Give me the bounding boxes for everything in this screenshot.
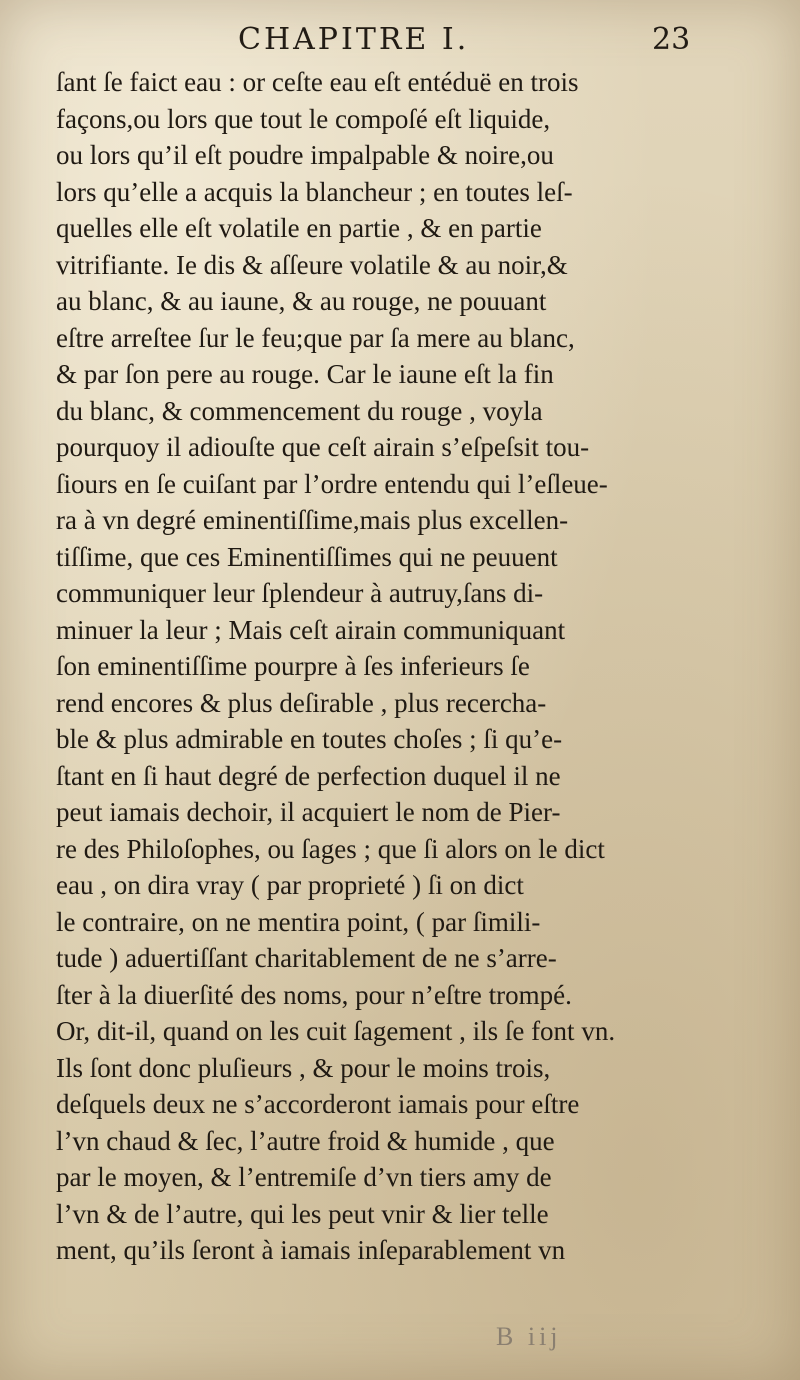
text-line: ment, qu’ils ſeront à iamais inſeparablement vn: [56, 1235, 566, 1265]
text-line: Ils ſont donc pluſieurs , & pour le moins trois,: [56, 1052, 551, 1083]
text-line: pourquoy il adiouſte que ceſt airain s’eſpeſsit tou-: [56, 432, 590, 462]
page-number: 23: [652, 22, 691, 57]
text-line: eau , on dira vray ( par proprieté ) ſi on dict: [56, 870, 524, 900]
text-line: lors qu’elle a acquis la blancheur ; en toutes leſ-: [56, 176, 573, 207]
text-line: re des Philoſophes, ou ſages ; que ſi alors on le dict: [56, 833, 605, 864]
text-line: deſquels deux ne s’accorderont iamais pour eſtre: [56, 1089, 580, 1119]
text-line: quelles elle eſt volatile en partie , & en partie: [56, 213, 542, 243]
text-line: Or, dit-il, quand on les cuit ſagement , ils ſe font vn.: [56, 1016, 616, 1046]
text-line: eſtre arreſtee ſur le feu;que par ſa mere au blanc,: [56, 322, 575, 353]
text-line: minuer la leur ; Mais ceſt airain communiquant: [56, 614, 566, 645]
text-line: peut iamais dechoir, il acquiert le nom de Pier-: [56, 797, 561, 827]
text-line: façons,ou lors que tout le compoſé eſt liquide,: [56, 103, 551, 134]
body-text: [56, 64, 706, 1269]
text-line: rend encores & plus deſirable , plus recercha-: [56, 687, 547, 718]
text-line: ſter à la diuerſité des noms, pour n’eſtre trompé.: [56, 979, 572, 1010]
page-footer: [0, 1322, 800, 1362]
text-line: & par ſon pere au rouge. Car le iaune eſt la fin: [56, 359, 554, 389]
chapter-title: CHAPITRE I.: [238, 22, 470, 57]
text-line: ſon eminentiſſime pourpre à ſes inferieurs ſe: [56, 651, 530, 681]
text-line: ou lors qu’il eſt poudre impalpable & noire,ou: [56, 140, 554, 170]
text-line: ſtant en ſi haut degré de perfection duquel il ne: [56, 760, 561, 791]
text-line: par le moyen, & l’entremiſe d’vn tiers amy de: [56, 1162, 552, 1192]
text-line: au blanc, & au iaune, & au rouge, ne pouuant: [56, 286, 547, 316]
text-line: ſiours en ſe cuiſant par l’ordre entendu qui l’eſleue-: [56, 468, 608, 499]
signature-mark: B iij: [496, 1322, 562, 1351]
text-line: ſant ſe faict eau : or ceſte eau eſt entéduë en trois: [56, 67, 579, 97]
text-line: tiſſime, que ces Eminentiſſimes qui ne peuuent: [56, 541, 558, 572]
running-header: [0, 20, 800, 68]
text-line: vitrifiante. Ie dis & aſſeure volatile & au noir,&: [56, 249, 568, 280]
text-line: ra à vn degré eminentiſſime,mais plus excellen-: [56, 505, 569, 535]
text-line: communiquer leur ſplendeur à autruy,ſans di-: [56, 578, 544, 608]
text-line: le contraire, on ne mentira point, ( par ſimili-: [56, 906, 541, 937]
text-line: l’vn & de l’autre, qui les peut vnir & lier telle: [56, 1198, 549, 1229]
text-line: du blanc, & commencement du rouge , voyla: [56, 395, 543, 426]
text-line: ble & plus admirable en toutes choſes ; ſi qu’e-: [56, 724, 563, 754]
text-line: l’vn chaud & ſec, l’autre froid & humide , que: [56, 1125, 555, 1156]
text-line: tude ) aduertiſſant charitablement de ne s’arre-: [56, 943, 557, 973]
